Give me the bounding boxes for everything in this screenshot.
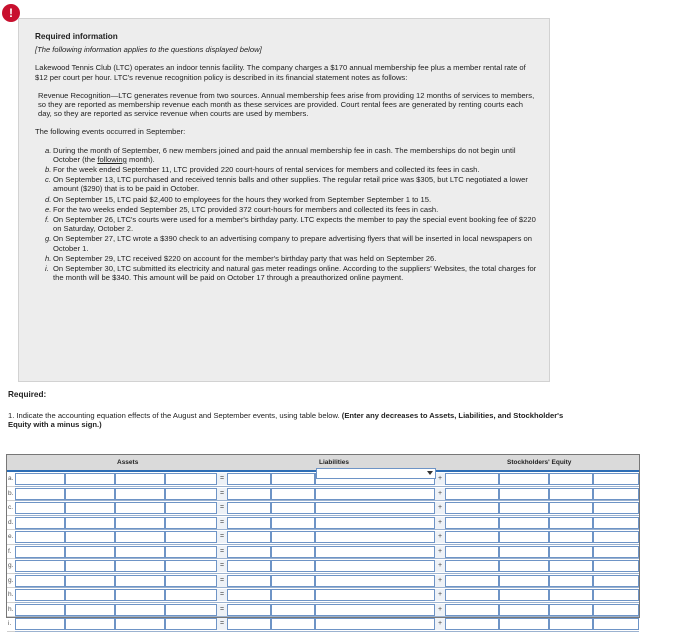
info-title: Required information xyxy=(35,32,118,41)
chevron-down-icon xyxy=(427,471,433,475)
amount-input-cell[interactable] xyxy=(227,604,271,616)
assets-header: Assets xyxy=(117,459,139,466)
info-subtitle: [The following information applies to the questions displayed below] xyxy=(35,45,262,55)
row-label: g. xyxy=(7,559,15,574)
table-row xyxy=(15,559,639,574)
revenue-policy-paragraph: Revenue Recognition—LTC generates revenue from two sources. Annual membership fees arise from providing 12 months of services to members, so they are reported as membership revenue each month as these services are provided. Court rental fees are generated by renting courts each day, so they are reported as service revenue when courts are used by members. xyxy=(38,90,535,119)
amount-input-cell[interactable] xyxy=(549,618,593,630)
following-link[interactable]: following xyxy=(97,154,127,164)
event-letter: h. xyxy=(45,253,52,263)
plus-sign: + xyxy=(435,517,445,529)
table-row xyxy=(15,501,639,516)
row-label: h. xyxy=(7,588,15,603)
event-text: On September 29, LTC received $220 on account for the member's birthday party that was held on September 26. xyxy=(53,253,437,263)
amount-input-cell[interactable] xyxy=(271,618,315,630)
amount-input-cell[interactable] xyxy=(115,560,165,572)
amount-input-cell[interactable] xyxy=(549,502,593,514)
amount-input-cell[interactable] xyxy=(593,488,639,500)
plus-sign: + xyxy=(435,488,445,500)
table-row xyxy=(15,574,639,589)
amount-input-cell[interactable] xyxy=(315,517,435,529)
amount-input-cell[interactable] xyxy=(445,546,499,558)
amount-input-cell[interactable] xyxy=(115,473,165,485)
amount-input-cell[interactable] xyxy=(65,517,115,529)
amount-input-cell[interactable] xyxy=(499,517,549,529)
equals-sign: = xyxy=(217,531,227,543)
amount-input-cell[interactable] xyxy=(315,618,435,630)
amount-input-cell[interactable] xyxy=(315,531,435,543)
amount-input-cell[interactable] xyxy=(271,473,315,485)
amount-input-cell[interactable] xyxy=(165,560,217,572)
alert-icon: ! xyxy=(2,4,20,22)
amount-input-cell[interactable] xyxy=(549,575,593,587)
row-label: f. xyxy=(7,545,15,560)
event-item xyxy=(45,165,537,174)
row-label: b. xyxy=(7,487,15,502)
amount-input-cell[interactable] xyxy=(315,589,435,601)
row-label: i. xyxy=(7,617,15,632)
amount-input-cell[interactable] xyxy=(315,488,435,500)
table-row xyxy=(15,487,639,502)
amount-input-cell[interactable] xyxy=(15,473,65,485)
equals-sign: = xyxy=(217,618,227,630)
amount-input-cell[interactable] xyxy=(315,502,435,514)
amount-input-cell[interactable] xyxy=(271,575,315,587)
plus-sign: + xyxy=(435,575,445,587)
equals-sign: = xyxy=(217,575,227,587)
required-heading: Required: xyxy=(8,390,47,399)
amount-input-cell[interactable] xyxy=(165,575,217,587)
amount-input-cell[interactable] xyxy=(65,531,115,543)
equals-sign: = xyxy=(217,473,227,485)
amount-input-cell[interactable] xyxy=(445,502,499,514)
amount-input-cell[interactable] xyxy=(115,546,165,558)
amount-input-cell[interactable] xyxy=(549,488,593,500)
amount-input-cell[interactable] xyxy=(115,618,165,630)
row-label: a. xyxy=(7,472,15,487)
amount-input-cell[interactable] xyxy=(549,604,593,616)
amount-input-cell[interactable] xyxy=(445,517,499,529)
amount-input-cell[interactable] xyxy=(445,560,499,572)
row-label: g. xyxy=(7,574,15,589)
amount-input-cell[interactable] xyxy=(445,604,499,616)
event-letter: c. xyxy=(45,175,51,185)
amount-input-cell[interactable] xyxy=(593,473,639,485)
amount-input-cell[interactable] xyxy=(15,575,65,587)
amount-input-cell[interactable] xyxy=(499,604,549,616)
amount-input-cell[interactable] xyxy=(15,517,65,529)
amount-input-cell[interactable] xyxy=(227,575,271,587)
event-item xyxy=(45,215,537,233)
plus-sign: + xyxy=(435,618,445,630)
plus-sign: + xyxy=(435,589,445,601)
event-item xyxy=(45,175,537,193)
amount-input-cell[interactable] xyxy=(227,488,271,500)
amount-input-cell[interactable] xyxy=(65,618,115,630)
amount-input-cell[interactable] xyxy=(499,473,549,485)
amount-input-cell[interactable] xyxy=(65,560,115,572)
amount-input-cell[interactable] xyxy=(115,531,165,543)
amount-input-cell[interactable] xyxy=(593,618,639,630)
amount-input-cell[interactable] xyxy=(549,517,593,529)
amount-input-cell[interactable] xyxy=(271,502,315,514)
event-text: On September 15, LTC paid $2,400 to employees for the hours they worked from September September 1 to 15. xyxy=(53,194,432,204)
plus-sign: + xyxy=(435,546,445,558)
event-text: month). xyxy=(126,154,155,164)
equals-sign: = xyxy=(217,517,227,529)
amount-input-cell[interactable] xyxy=(593,502,639,514)
required-information-panel xyxy=(18,18,550,382)
amount-input-cell[interactable] xyxy=(115,502,165,514)
amount-input-cell[interactable] xyxy=(593,531,639,543)
amount-input-cell[interactable] xyxy=(549,546,593,558)
amount-input-cell[interactable] xyxy=(549,531,593,543)
events-intro: The following events occurred in September: xyxy=(35,127,186,137)
amount-input-cell[interactable] xyxy=(227,473,271,485)
row-label: d. xyxy=(7,516,15,531)
amount-input-cell[interactable] xyxy=(499,488,549,500)
amount-input-cell[interactable] xyxy=(115,517,165,529)
amount-input-cell[interactable] xyxy=(115,589,165,601)
event-text: For the two weeks ended September 25, LTC provided 372 court-hours for members and collected its fees in cash. xyxy=(53,204,439,214)
question-text: 1. Indicate the accounting equation effects of the August and September events, using table below. xyxy=(8,411,342,420)
table-row xyxy=(15,588,639,603)
row-label: e. xyxy=(7,530,15,545)
event-letter: b. xyxy=(45,165,52,175)
event-letter: g. xyxy=(45,234,52,244)
event-item xyxy=(45,205,537,214)
event-item xyxy=(45,195,537,204)
amount-input-cell[interactable] xyxy=(549,589,593,601)
amount-input-cell[interactable] xyxy=(499,502,549,514)
amount-input-cell[interactable] xyxy=(499,589,549,601)
amount-input-cell[interactable] xyxy=(227,618,271,630)
amount-input-cell[interactable] xyxy=(65,473,115,485)
amount-input-cell[interactable] xyxy=(499,546,549,558)
amount-input-cell[interactable] xyxy=(445,575,499,587)
amount-input-cell[interactable] xyxy=(271,604,315,616)
amount-input-cell[interactable] xyxy=(315,546,435,558)
event-text: For the week ended September 11, LTC provided 220 court-hours of rental services for members and collected its fees in cash. xyxy=(53,165,480,175)
event-item xyxy=(45,254,537,263)
event-text: On September 26, LTC's courts were used for a member's birthday party. LTC expects the member to pay the special event booking fee of $220 on Saturday, October 2. xyxy=(53,215,536,234)
amount-input-cell[interactable] xyxy=(593,604,639,616)
amount-input-cell[interactable] xyxy=(15,589,65,601)
amount-input-cell[interactable] xyxy=(227,517,271,529)
amount-input-cell[interactable] xyxy=(65,604,115,616)
amount-input-cell[interactable] xyxy=(227,546,271,558)
intro-paragraph: Lakewood Tennis Club (LTC) operates an indoor tennis facility. The company charges a $170 annual membership fee plus a member rental rate of $12 per court per hour. LTC's revenue recognition policy is described in its financial statement notes as follows: xyxy=(35,63,526,82)
amount-input-cell[interactable] xyxy=(15,531,65,543)
amount-input-cell[interactable] xyxy=(271,531,315,543)
amount-input-cell[interactable] xyxy=(65,575,115,587)
amount-input-cell[interactable] xyxy=(445,473,499,485)
amount-input-cell[interactable] xyxy=(15,618,65,630)
equity-header: Stockholders' Equity xyxy=(507,459,572,466)
amount-input-cell[interactable] xyxy=(15,560,65,572)
amount-input-cell[interactable] xyxy=(315,560,435,572)
amount-input-cell[interactable] xyxy=(227,531,271,543)
event-letter: f. xyxy=(45,215,50,225)
row-label: h. xyxy=(7,603,15,618)
amount-input-cell[interactable] xyxy=(499,575,549,587)
amount-input-cell[interactable] xyxy=(271,517,315,529)
amount-input-cell[interactable] xyxy=(499,618,549,630)
plus-sign: + xyxy=(435,473,445,485)
plus-sign: + xyxy=(435,604,445,616)
amount-input-cell[interactable] xyxy=(165,618,217,630)
amount-input-cell[interactable] xyxy=(227,589,271,601)
amount-input-cell[interactable] xyxy=(65,546,115,558)
table-row xyxy=(15,516,639,531)
event-text: On September 13, LTC purchased and received tennis balls and other supplies. The regular retail price was $305, but LTC negotiated a lower amount ($290) that is to be paid in October. xyxy=(53,175,528,194)
event-letter: a. xyxy=(45,145,52,155)
amount-input-cell[interactable] xyxy=(227,560,271,572)
equals-sign: = xyxy=(217,502,227,514)
event-item xyxy=(45,264,537,282)
amount-input-cell[interactable] xyxy=(315,604,435,616)
equals-sign: = xyxy=(217,546,227,558)
liabilities-account-dropdown[interactable] xyxy=(316,468,436,479)
equals-sign: = xyxy=(217,589,227,601)
event-letter: d. xyxy=(45,194,52,204)
amount-input-cell[interactable] xyxy=(15,546,65,558)
amount-input-cell[interactable] xyxy=(593,546,639,558)
amount-input-cell[interactable] xyxy=(593,560,639,572)
equals-sign: = xyxy=(217,488,227,500)
equals-sign: = xyxy=(217,604,227,616)
amount-input-cell[interactable] xyxy=(315,575,435,587)
event-letter: i. xyxy=(45,264,49,274)
required-question xyxy=(8,411,568,429)
amount-input-cell[interactable] xyxy=(271,488,315,500)
amount-input-cell[interactable] xyxy=(15,488,65,500)
table-row xyxy=(15,530,639,545)
amount-input-cell[interactable] xyxy=(593,575,639,587)
table-row xyxy=(15,617,639,632)
amount-input-cell[interactable] xyxy=(499,560,549,572)
amount-input-cell[interactable] xyxy=(271,589,315,601)
question-instruction: (Enter any decreases to Assets, Liabilities, and Stockholder's Equity with a minus sign.) xyxy=(8,411,564,430)
event-text: During the month of September, 6 new members joined and paid the annual membership fee in cash. The memberships do not begin until October (the xyxy=(53,145,516,164)
event-letter: e. xyxy=(45,204,52,214)
amount-input-cell[interactable] xyxy=(445,589,499,601)
plus-sign: + xyxy=(435,531,445,543)
amount-input-cell[interactable] xyxy=(65,502,115,514)
table-row xyxy=(15,603,639,618)
equals-sign: = xyxy=(217,560,227,572)
table-row xyxy=(15,545,639,560)
amount-input-cell[interactable] xyxy=(549,560,593,572)
amount-input-cell[interactable] xyxy=(165,502,217,514)
amount-input-cell[interactable] xyxy=(271,560,315,572)
amount-input-cell[interactable] xyxy=(115,575,165,587)
amount-input-cell[interactable] xyxy=(15,502,65,514)
amount-input-cell[interactable] xyxy=(499,531,549,543)
plus-sign: + xyxy=(435,560,445,572)
amount-input-cell[interactable] xyxy=(271,546,315,558)
amount-input-cell[interactable] xyxy=(549,473,593,485)
amount-input-cell[interactable] xyxy=(593,589,639,601)
amount-input-cell[interactable] xyxy=(115,604,165,616)
amount-input-cell[interactable] xyxy=(165,531,217,543)
events-list xyxy=(35,146,537,283)
amount-input-cell[interactable] xyxy=(15,604,65,616)
amount-input-cell[interactable] xyxy=(593,517,639,529)
amount-input-cell[interactable] xyxy=(445,618,499,630)
amount-input-cell[interactable] xyxy=(445,531,499,543)
event-text: On September 27, LTC wrote a $390 check to an advertising company to prepare advertising flyers that will be inserted in local newspapers on October 1. xyxy=(53,234,532,253)
amount-input-cell[interactable] xyxy=(65,488,115,500)
amount-input-cell[interactable] xyxy=(445,488,499,500)
amount-input-cell[interactable] xyxy=(165,589,217,601)
liabilities-header: Liabilities xyxy=(319,459,349,466)
amount-input-cell[interactable] xyxy=(165,546,217,558)
row-label: c. xyxy=(7,501,15,516)
amount-input-cell[interactable] xyxy=(115,488,165,500)
amount-input-cell[interactable] xyxy=(165,473,217,485)
event-text: On September 30, LTC submitted its electricity and natural gas meter readings online. According to the suppliers' Websites, the total charges for the month will be $340. This amount will be paid on October 17 through a preauthorized online payment. xyxy=(53,264,537,283)
amount-input-cell[interactable] xyxy=(165,488,217,500)
amount-input-cell[interactable] xyxy=(165,517,217,529)
amount-input-cell[interactable] xyxy=(165,604,217,616)
amount-input-cell[interactable] xyxy=(65,589,115,601)
amount-input-cell[interactable] xyxy=(227,502,271,514)
event-item xyxy=(45,234,537,252)
event-item xyxy=(45,146,537,164)
plus-sign: + xyxy=(435,502,445,514)
